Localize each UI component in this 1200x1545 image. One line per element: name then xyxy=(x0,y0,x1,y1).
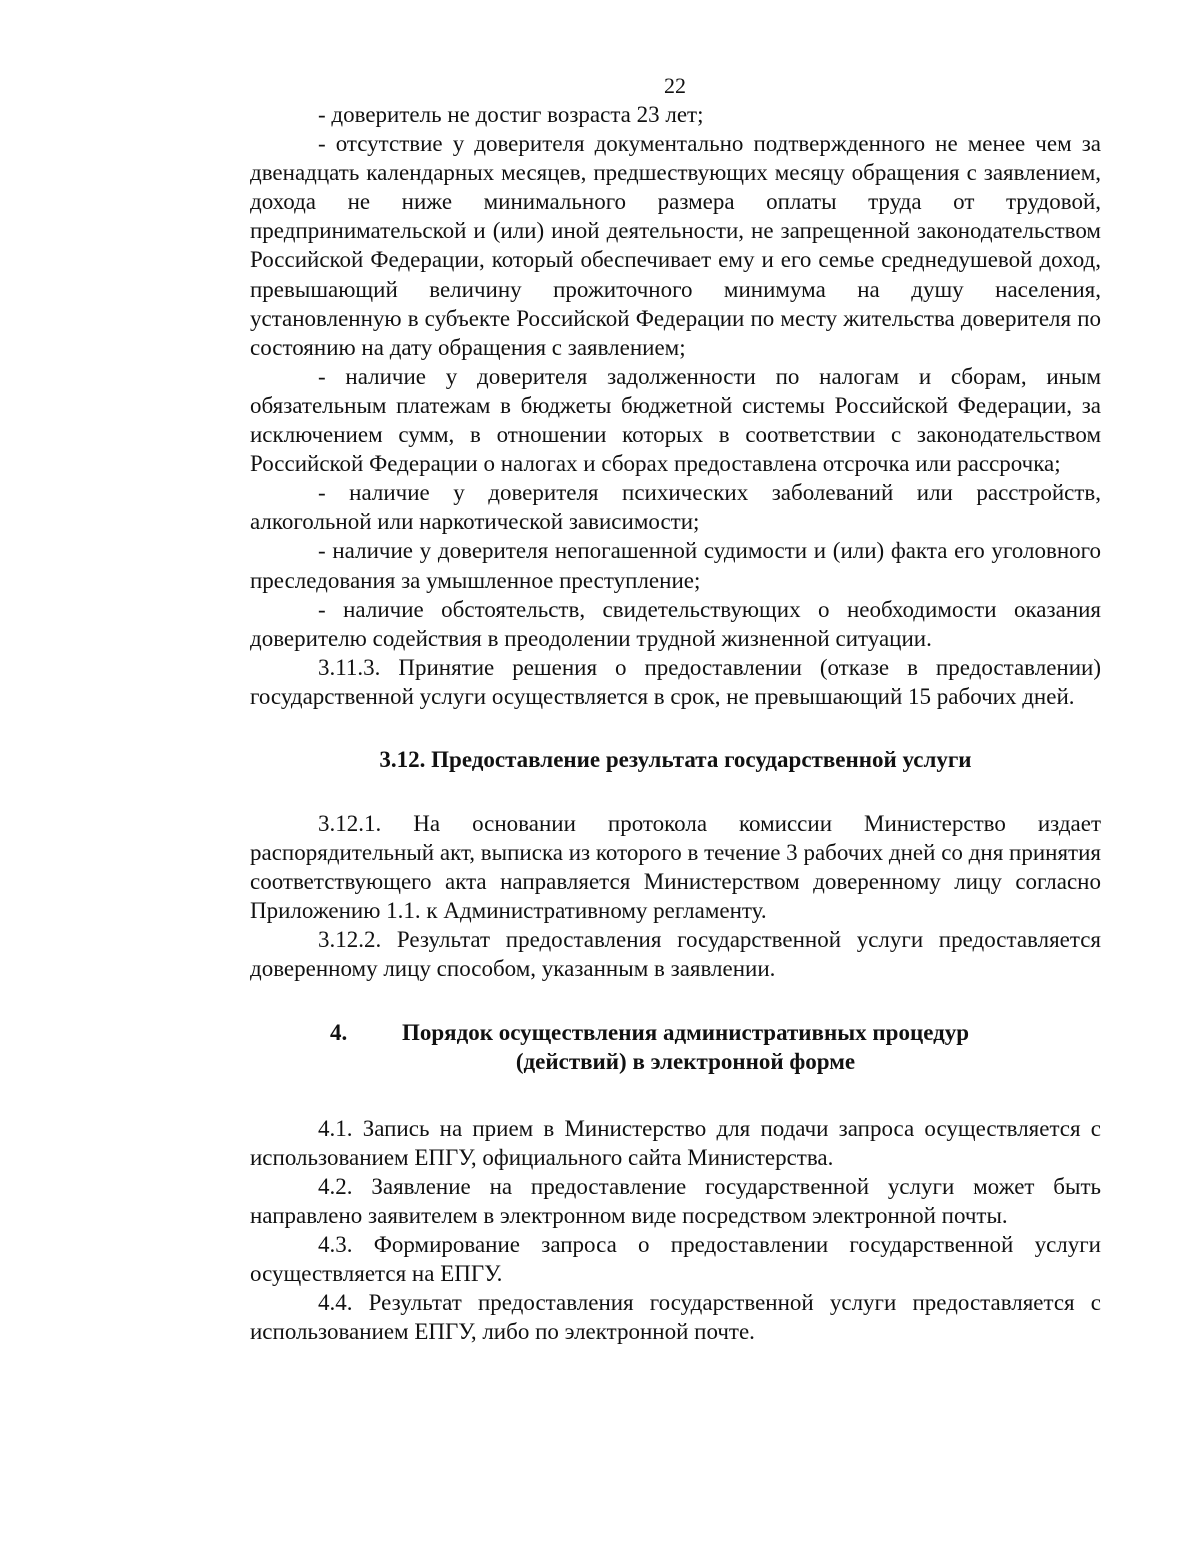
section-heading-line-2: (действий) в электронной форме xyxy=(515,1048,856,1074)
document-body xyxy=(250,100,1101,1346)
page-number: 22 xyxy=(664,73,686,98)
section-heading-3-12: 3.12. Предоставление результата государственной услуги xyxy=(379,746,972,772)
paragraph: - наличие у доверителя непогашенной судимости и (или) факта его уголовного преследования за умышленное преступление; xyxy=(250,538,1101,593)
paragraph: 3.12.1. На основании протокола комиссии Министерство издает распорядительный акт, выписка из которого в течение 3 рабочих дней со дня принятия соответствующего акта направляется Министерством доверенному лицу согласно Приложению 1.1. к Административному регламенту. xyxy=(250,810,1101,924)
section-heading-4 xyxy=(250,1018,1101,1076)
paragraph: 4.3. Формирование запроса о предоставлении государственной услуги осуществляется на ЕПГУ. xyxy=(250,1231,1101,1286)
paragraph: 4.2. Заявление на предоставление государственной услуги может быть направлено заявителем в электронном виде посредством электронной почты. xyxy=(250,1173,1101,1228)
paragraph: 4.1. Запись на прием в Министерство для подачи запроса осуществляется с использованием ЕПГУ, официального сайта Министерства. xyxy=(250,1115,1101,1170)
paragraph: - доверитель не достиг возраста 23 лет; xyxy=(318,102,704,127)
paragraph: 4.4. Результат предоставления государственной услуги предоставляется с использованием ЕПГУ, либо по электронной почте. xyxy=(250,1290,1101,1345)
section-heading-line-1: Порядок осуществления административных процедур xyxy=(401,1019,970,1045)
section-number: 4. xyxy=(330,1019,348,1045)
paragraph: 3.12.2. Результат предоставления государственной услуги предоставляется доверенному лицу способом, указанным в заявлении. xyxy=(250,927,1101,982)
paragraph: - наличие у доверителя задолженности по налогам и сборам, иным обязательным платежам в бюджеты бюджетной системы Российской Федерации, за исключением сумм, в отношении которых в соответствии с законодательством Российской Федерации о налогах и сборах предоставлена отсрочка или рассрочка; xyxy=(250,363,1101,477)
paragraph: - отсутствие у доверителя документально подтвержденного не менее чем за двенадцать календарных месяцев, предшествующих месяцу обращения с заявлением, дохода не ниже минимального размера оплаты труда от трудовой, предпринимательской и (или) иной деятельности, не запрещенной законодательством Российской Федерации, который обеспечивает ему и его семье среднедушевой доход, превышающий величину прожиточного минимума на душу населения, установленную в субъекте Российской Федерации по месту жительства доверителя по состоянию на дату обращения с заявлением; xyxy=(250,131,1101,360)
paragraph: 3.11.3. Принятие решения о предоставлении (отказе в предоставлении) государственной услуги осуществляется в срок, не превышающий 15 рабочих дней. xyxy=(250,654,1101,709)
paragraph: - наличие обстоятельств, свидетельствующих о необходимости оказания доверителю содействия в преодолении трудной жизненной ситуации. xyxy=(250,596,1101,651)
paragraph: - наличие у доверителя психических заболеваний или расстройств, алкогольной или наркотической зависимости; xyxy=(250,480,1101,535)
